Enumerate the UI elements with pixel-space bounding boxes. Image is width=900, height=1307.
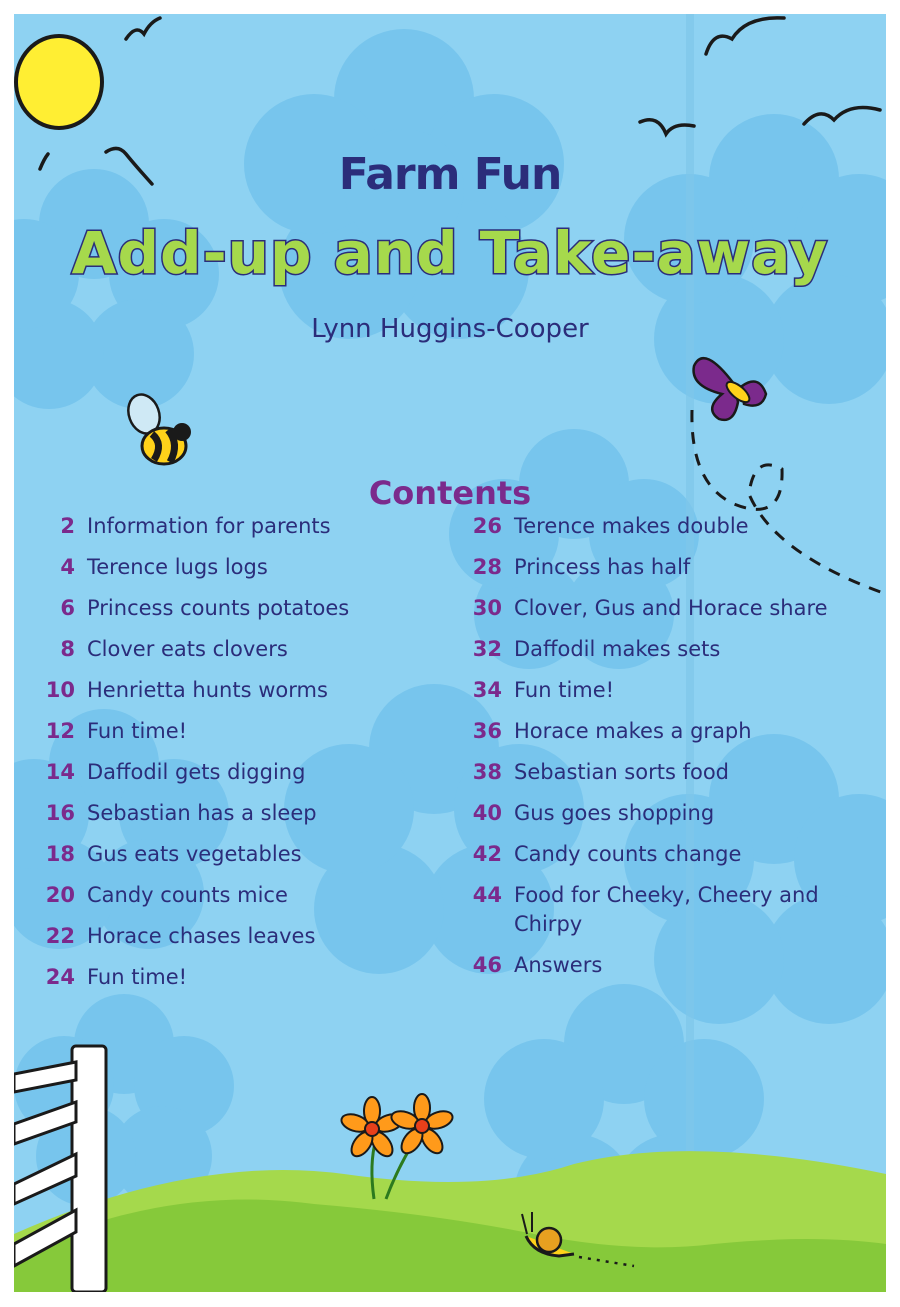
entry-title: Gus goes shopping (514, 801, 715, 825)
page-number: 10 (45, 678, 75, 702)
page-number: 34 (472, 678, 502, 702)
contents-entry (39, 594, 439, 623)
contents-entry (39, 717, 439, 746)
page-number: 20 (45, 883, 75, 907)
page-number: 18 (45, 842, 75, 866)
entry-title: Clover eats clovers (87, 637, 288, 661)
page-number: 16 (45, 801, 75, 825)
page-number: 6 (60, 596, 75, 620)
entry-title: Horace makes a graph (514, 719, 752, 743)
entry-title: Clover, Gus and Horace share (514, 596, 828, 620)
contents-entry (39, 963, 439, 992)
page-number: 14 (45, 760, 75, 784)
contents-entry (39, 635, 439, 664)
contents-entry (466, 512, 866, 541)
entry-title: Candy counts change (514, 842, 742, 866)
contents-entry (39, 512, 439, 541)
contents-entry (466, 758, 866, 787)
contents-left-column (39, 512, 439, 1004)
entry-title: Daffodil gets digging (87, 760, 306, 784)
entry-title: Horace chases leaves (87, 924, 316, 948)
contents-entry (39, 676, 439, 705)
book-page (14, 14, 886, 1292)
entry-title: Information for parents (87, 514, 331, 538)
contents-entry (466, 881, 866, 939)
entry-title: Terence lugs logs (87, 555, 268, 579)
entry-title: Gus eats vegetables (87, 842, 302, 866)
contents-heading: Contents (368, 474, 532, 512)
entry-title: Answers (514, 953, 603, 977)
entry-title: Fun time! (87, 719, 188, 743)
page-number: 36 (472, 719, 502, 743)
contents-entry (466, 676, 866, 705)
contents-entry (466, 799, 866, 828)
contents-entry (466, 594, 866, 623)
contents-entry (466, 717, 866, 746)
entry-title: Sebastian sorts food (514, 760, 730, 784)
contents-entry (39, 840, 439, 869)
series-title: Farm Fun (338, 149, 562, 200)
contents-right-column (466, 512, 866, 992)
page-number: 30 (472, 596, 502, 620)
page-number: 22 (45, 924, 75, 948)
contents-entry (39, 758, 439, 787)
page-number: 44 (472, 883, 502, 907)
entry-title: Fun time! (87, 965, 188, 989)
contents-entry (39, 922, 439, 951)
contents-entry (39, 799, 439, 828)
sun-icon (16, 36, 102, 128)
page-number: 4 (60, 555, 75, 579)
page-number: 42 (472, 842, 502, 866)
entry-title: Henrietta hunts worms (87, 678, 328, 702)
contents-entry (39, 881, 439, 910)
page-number: 46 (472, 953, 502, 977)
entry-title: Sebastian has a sleep (87, 801, 317, 825)
entry-title: Princess counts potatoes (87, 596, 350, 620)
page-number: 24 (45, 965, 75, 989)
entry-title: Terence makes double (514, 514, 749, 538)
contents-entry (466, 553, 866, 582)
contents-entry (466, 840, 866, 869)
page-number: 2 (60, 514, 75, 538)
page-number: 8 (60, 637, 75, 661)
contents-entry (466, 951, 866, 980)
page-number: 32 (472, 637, 502, 661)
page-number: 38 (472, 760, 502, 784)
page-number: 28 (472, 555, 502, 579)
contents-entry (39, 553, 439, 582)
page-number: 40 (472, 801, 502, 825)
entry-title: Daffodil makes sets (514, 637, 721, 661)
page-number: 26 (472, 514, 502, 538)
entry-title: Princess has half (514, 555, 691, 579)
book-title: Add-up and Take-away (71, 219, 829, 287)
entry-title: Candy counts mice (87, 883, 288, 907)
entry-title: Fun time! (514, 678, 615, 702)
author-name: Lynn Huggins-Cooper (311, 314, 589, 344)
page-number: 12 (45, 719, 75, 743)
contents-entry (466, 635, 866, 664)
entry-title: Food for Cheeky, Cheery and Chirpy (514, 883, 819, 936)
